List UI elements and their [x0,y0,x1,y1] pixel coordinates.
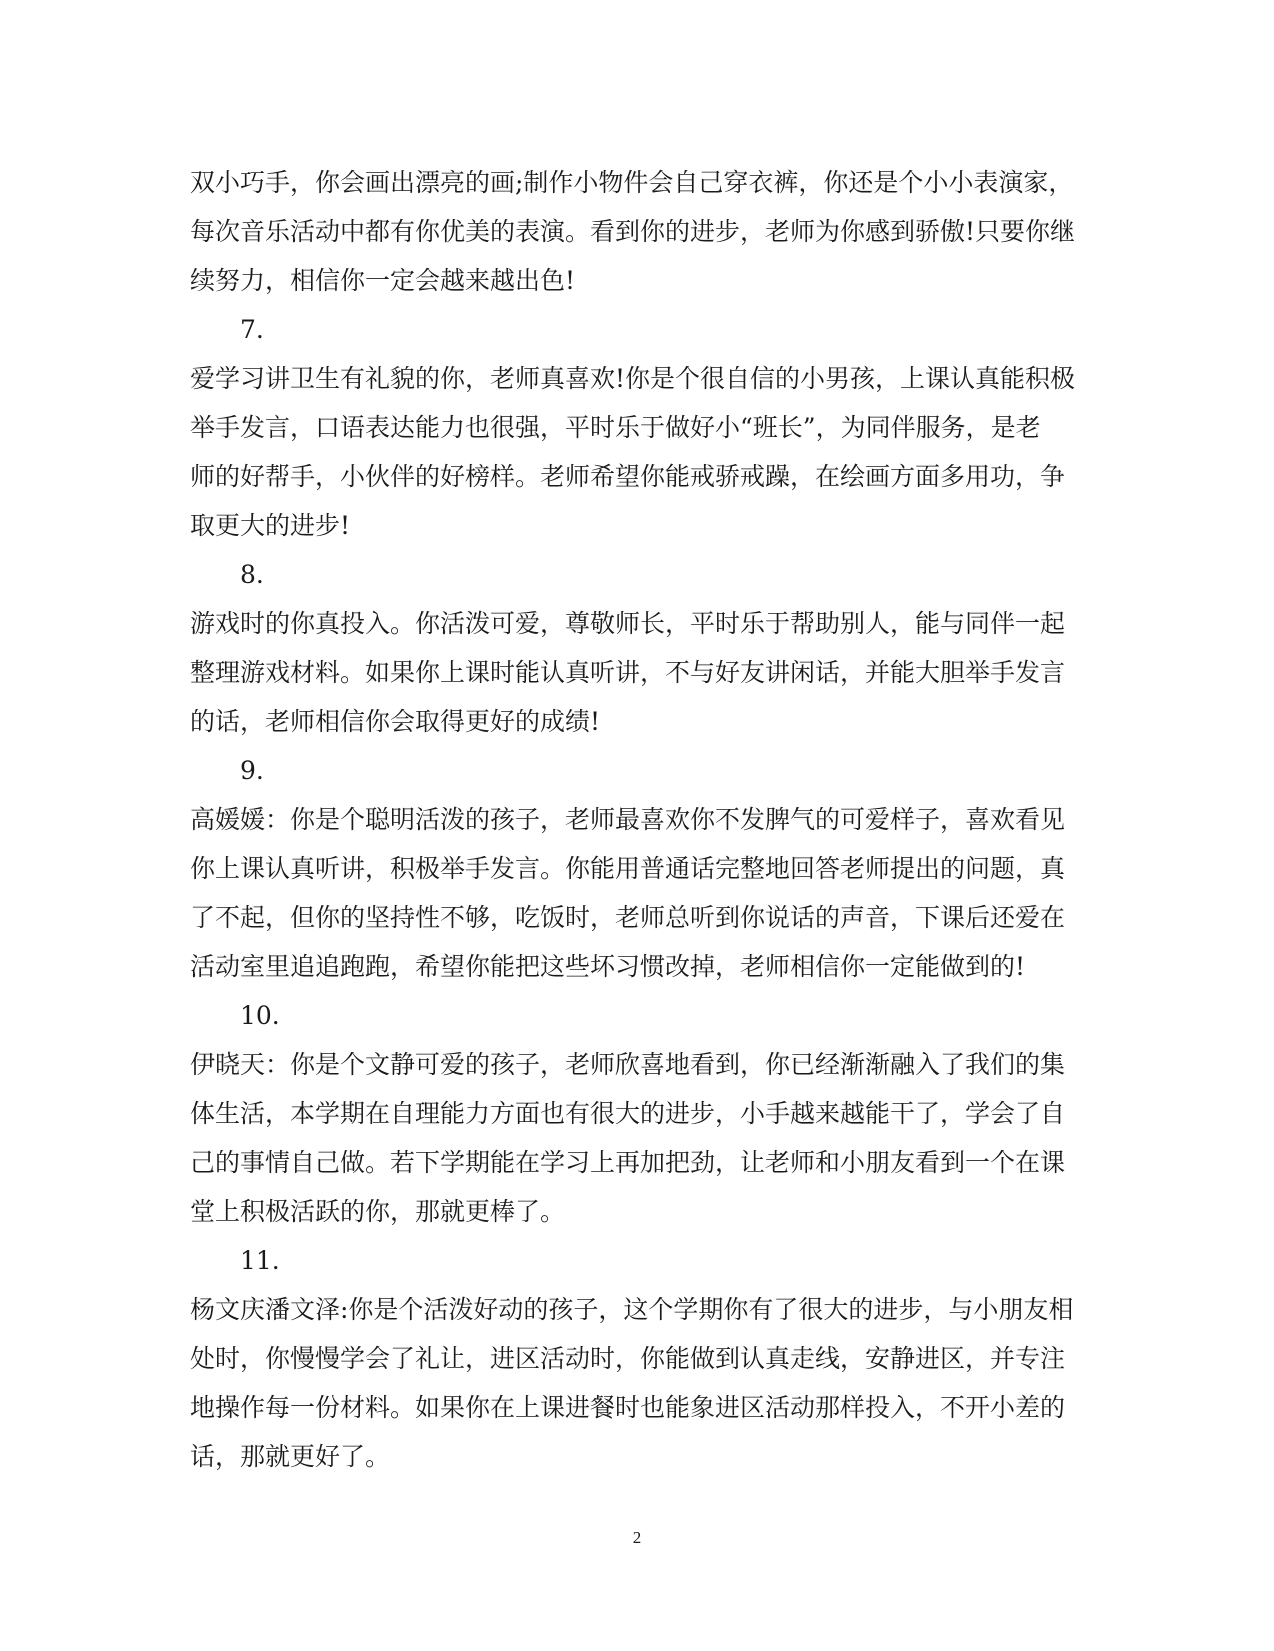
item-number: 8. [240,560,264,589]
page-number: 2 [632,1528,642,1547]
text-line: 高媛媛：你是个聪明活泼的孩子，老师最喜欢你不发脾气的可爱样子，喜欢看见 [190,805,1066,834]
text-line: 续努力，相信你一定会越来越出色! [190,266,576,295]
text-line: 话，那就更好了。 [190,1442,391,1471]
text-line: 整理游戏材料。如果你上课时能认真听讲，不与好友讲闲话，并能大胆举手发言 [190,658,1066,687]
text-line: 取更大的进步! [190,511,351,540]
text-line: 地操作每一份材料。如果你在上课进餐时也能象进区活动那样投入，不开小差的 [190,1393,1066,1422]
text-line: 己的事情自己做。若下学期能在学习上再加把劲，让老师和小朋友看到一个在课 [190,1148,1066,1177]
text-line: 了不起，但你的坚持性不够，吃饭时，老师总听到你说话的声音，下课后还爱在 [190,903,1066,932]
text-line: 爱学习讲卫生有礼貌的你，老师真喜欢!你是个很自信的小男孩，上课认真能积极 [190,364,1076,393]
text-line: 活动室里追追跑跑，希望你能把这些坏习惯改掉，老师相信你一定能做到的! [190,952,1026,981]
text-line: 的话，老师相信你会取得更好的成绩! [190,707,601,736]
item-number: 9. [240,756,264,785]
text-line: 堂上积极活跃的你，那就更棒了。 [190,1197,566,1226]
text-line: 双小巧手，你会画出漂亮的画;制作小物件会自己穿衣裤，你还是个小小表演家， [190,168,1074,197]
text-line: 师的好帮手，小伙伴的好榜样。老师希望你能戒骄戒躁，在绘画方面多用功，争 [190,462,1066,491]
text-line: 处时，你慢慢学会了礼让，进区活动时，你能做到认真走线，安静进区，并专注 [190,1344,1066,1373]
page-body [190,158,1090,1481]
text-line: 举手发言，口语表达能力也很强，平时乐于做好小“班长”，为同伴服务，是老 [190,413,1041,442]
text-line: 体生活，本学期在自理能力方面也有很大的进步，小手越来越能干了，学会了自 [190,1099,1066,1128]
item-number: 10. [240,1001,280,1030]
item-number: 7. [240,315,264,344]
text-line: 杨文庆潘文泽:你是个活泼好动的孩子，这个学期你有了很大的进步，与小朋友相 [190,1295,1074,1324]
text-line: 游戏时的你真投入。你活泼可爱，尊敬师长，平时乐于帮助别人，能与同伴一起 [190,609,1066,638]
item-number: 11. [240,1246,280,1275]
text-line: 每次音乐活动中都有你优美的表演。看到你的进步，老师为你感到骄傲!只要你继 [190,217,1076,246]
text-line: 伊晓天：你是个文静可爱的孩子，老师欣喜地看到，你已经渐渐融入了我们的集 [190,1050,1066,1079]
text-line: 你上课认真听讲，积极举手发言。你能用普通话完整地回答老师提出的问题，真 [190,854,1066,883]
